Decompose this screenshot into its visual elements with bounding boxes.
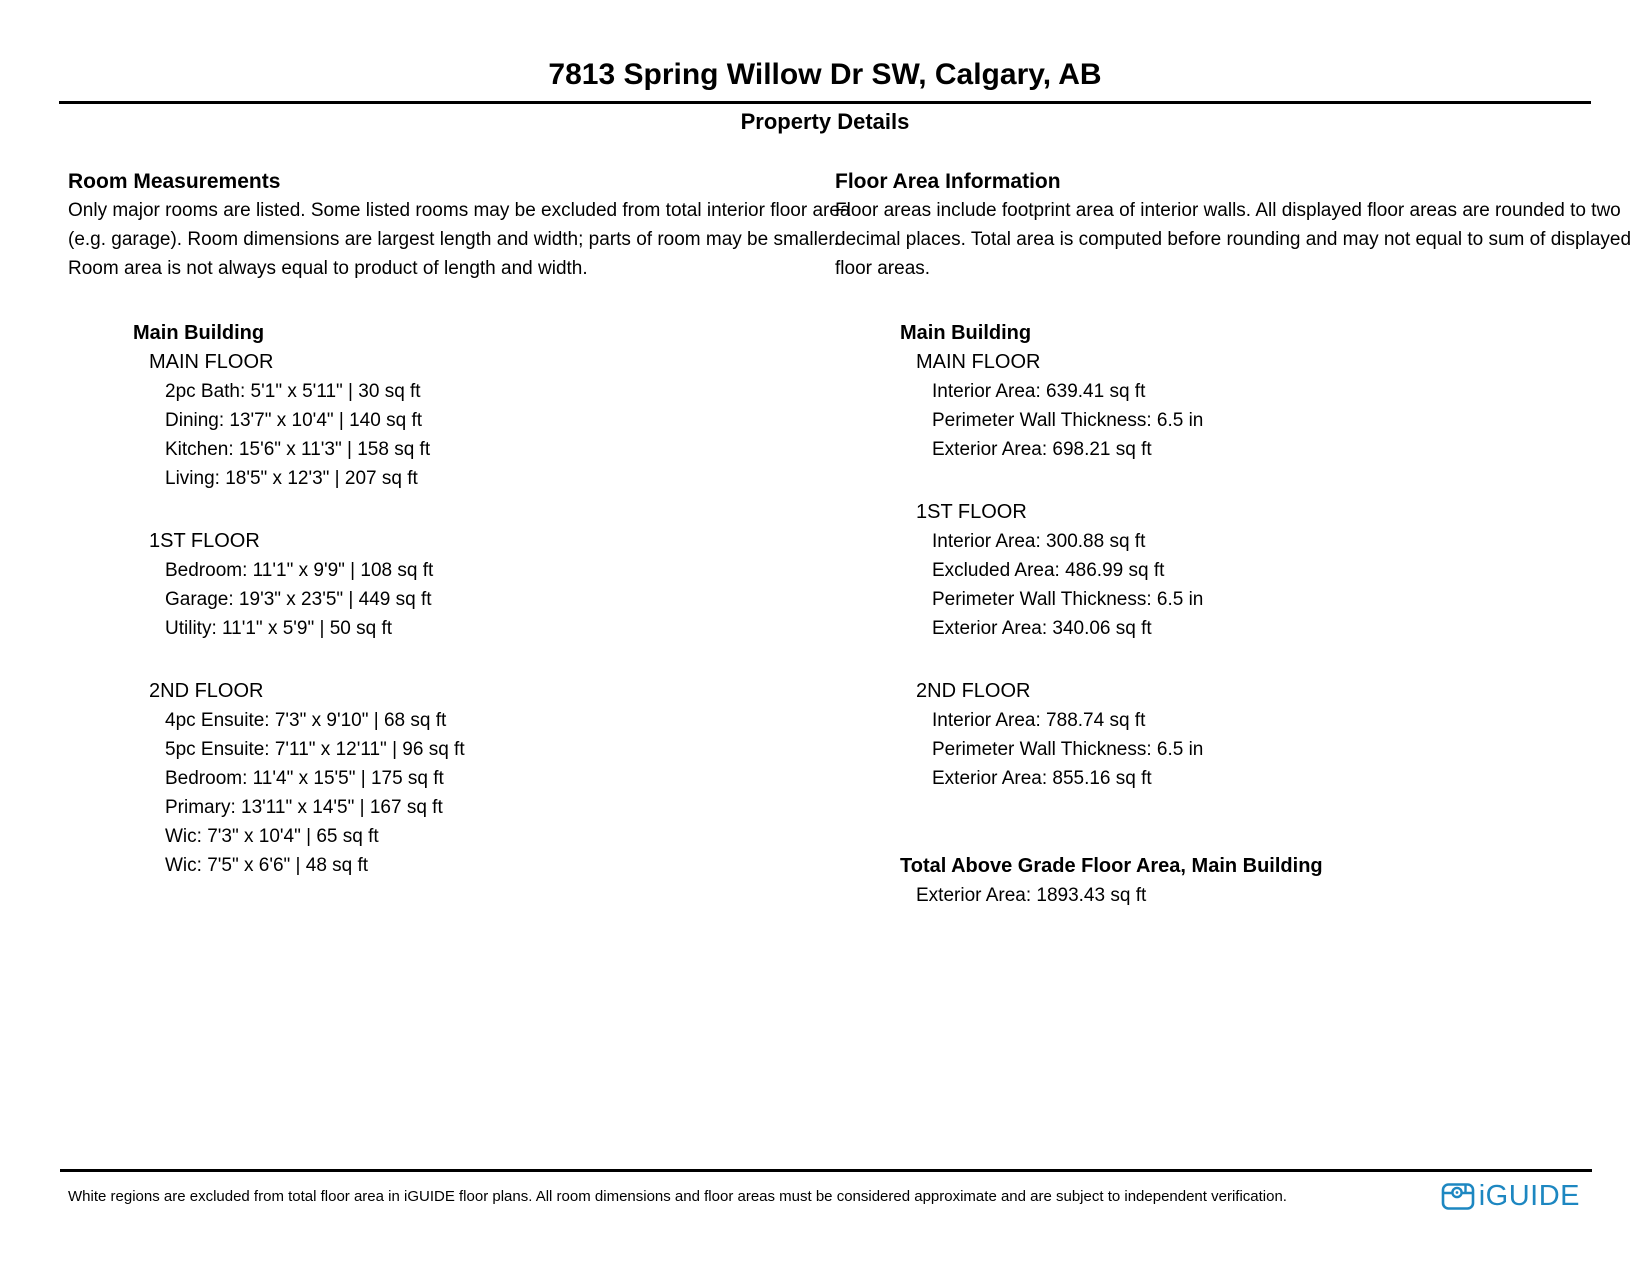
floor-group [900,498,1575,643]
floor-name: 2ND FLOOR [149,680,264,702]
detail-line: Kitchen: 15'6" x 11'3" | 158 sq ft [165,439,431,460]
floor-group [900,348,1575,464]
floor-area-floors [900,348,1575,793]
detail-line: Bedroom: 11'4" x 15'5" | 175 sq ft [165,768,444,789]
detail-line: Primary: 13'11" x 14'5" | 167 sq ft [165,797,443,818]
floor-lines [932,377,1575,464]
floor-name: MAIN FLOOR [149,351,274,373]
detail-line: Exterior Area: 698.21 sq ft [932,439,1152,460]
iguide-logo [1441,1181,1580,1211]
detail-line: 4pc Ensuite: 7'3" x 9'10" | 68 sq ft [165,710,447,731]
detail-line: Utility: 11'1" x 5'9" | 50 sq ft [165,618,393,639]
detail-line: Wic: 7'3" x 10'4" | 65 sq ft [165,826,379,847]
floor-name: 1ST FLOOR [916,501,1027,523]
detail-line: Interior Area: 788.74 sq ft [932,710,1146,731]
room-measurements-building [133,319,803,880]
detail-line: 5pc Ensuite: 7'11" x 12'11" | 96 sq ft [165,739,465,760]
description-line: (e.g. garage). Room dimensions are largest length and width; parts of room may be smaller. [68,229,839,250]
detail-line: Dining: 13'7" x 10'4" | 140 sq ft [165,410,423,431]
detail-line: 2pc Bath: 5'1" x 5'11" | 30 sq ft [165,381,421,402]
total-exterior-area: Exterior Area: 1893.43 sq ft [916,885,1147,906]
detail-line: Wic: 7'5" x 6'6" | 48 sq ft [165,855,369,876]
footer-divider [60,1169,1592,1172]
floor-lines [165,377,803,493]
floor-area-information-section [835,167,1632,910]
detail-line: Interior Area: 639.41 sq ft [932,381,1146,402]
room-measurements-heading: Room Measurements [68,170,281,193]
description-line: floor areas. [835,258,931,279]
detail-line: Perimeter Wall Thickness: 6.5 in [932,589,1204,610]
floor-lines [165,706,803,880]
page-title: 7813 Spring Willow Dr SW, Calgary, AB [548,58,1102,91]
floor-lines [932,706,1575,793]
footer-disclaimer: White regions are excluded from total floor area in iGUIDE floor plans. All room dimensions and floor areas must be considered approximate and are subject to independent verification. [68,1188,1287,1205]
floor-group [900,677,1575,793]
iguide-camera-icon [1441,1181,1475,1211]
floor-name: 1ST FLOOR [149,530,260,552]
page-subtitle: Property Details [740,109,910,134]
detail-line: Excluded Area: 486.99 sq ft [932,560,1165,581]
detail-line: Garage: 19'3" x 23'5" | 449 sq ft [165,589,432,610]
room-measurements-section [68,167,851,880]
description-line: decimal places. Total area is computed before rounding and may not equal to sum of displayed [835,229,1632,250]
detail-line: Exterior Area: 855.16 sq ft [932,768,1152,789]
detail-line: Bedroom: 11'1" x 9'9" | 108 sq ft [165,560,434,581]
floor-group [133,527,803,643]
detail-line: Interior Area: 300.88 sq ft [932,531,1146,552]
floor-group [133,677,803,880]
floor-lines [932,527,1575,643]
description-line: Room area is not always equal to product of length and width. [68,258,588,279]
detail-line: Exterior Area: 340.06 sq ft [932,618,1152,639]
floor-group [133,348,803,493]
total-above-grade-heading: Total Above Grade Floor Area, Main Building [900,855,1323,877]
room-measurements-floors [133,348,803,880]
iguide-logo-text: iGUIDE [1478,1179,1580,1212]
room-measurements-description [68,196,851,283]
detail-line: Living: 18'5" x 12'3" | 207 sq ft [165,468,418,489]
title-divider [59,101,1591,104]
description-line: Floor areas include footprint area of interior walls. All displayed floor areas are rounded to two [835,200,1621,221]
detail-line: Perimeter Wall Thickness: 6.5 in [932,739,1204,760]
floor-name: MAIN FLOOR [916,351,1041,373]
floor-name: 2ND FLOOR [916,680,1031,702]
total-above-grade-block [900,852,1575,910]
building-name: Main Building [133,322,265,344]
building-name: Main Building [900,322,1032,344]
description-line: Only major rooms are listed. Some listed rooms may be excluded from total interior floor area [68,200,851,221]
floor-area-information-heading: Floor Area Information [835,170,1061,193]
floor-area-building [900,319,1575,793]
floor-lines [165,556,803,643]
detail-line: Perimeter Wall Thickness: 6.5 in [932,410,1204,431]
floor-area-information-description [835,196,1632,283]
